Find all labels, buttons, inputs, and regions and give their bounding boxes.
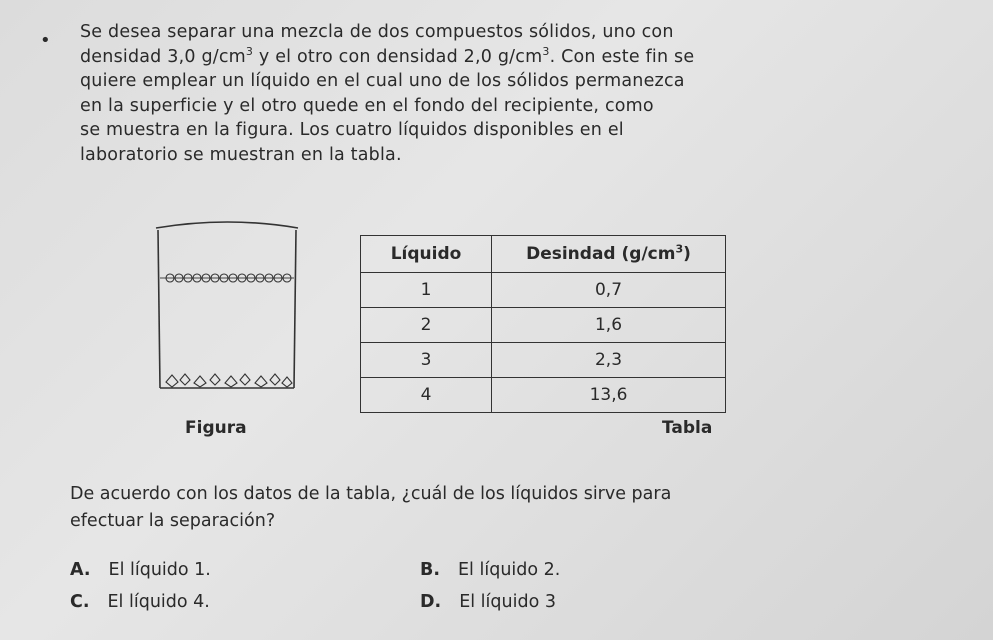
intro-line-3: quiere emplear un líquido en el cual uno de los sólidos permanezca [80,71,685,91]
option-a[interactable] [70,560,211,580]
header-density-label: Desindad (g/cm [526,244,676,264]
option-a-letter: A. [70,560,91,580]
option-d-text: El líquido 3 [459,592,556,612]
table-row [361,308,726,343]
intro-line-4: en la superficie y el otro quede en el fondo del recipiente, como [80,95,654,116]
cell-density: 13,6 [492,378,726,413]
exp-1: 3 [245,44,254,58]
question-line-1: De acuerdo con los datos de la tabla, ¿cuál de los líquidos sirve para [70,484,672,504]
question-text [70,481,760,535]
intro-line-2 [80,45,740,70]
table-row [361,343,726,378]
intro-line-6: laboratorio se muestran en la tabla. [80,144,402,165]
question-line-2: efectuar la separación? [70,511,276,531]
table-row [361,273,726,308]
option-d-letter: D. [420,592,442,612]
exp-2: 3 [542,44,550,58]
option-c-text: El líquido 4. [107,592,210,612]
cell-density: 2,3 [492,343,726,378]
option-c[interactable] [70,592,210,612]
option-a-text: El líquido 1. [108,560,211,580]
cell-liquid: 2 [361,308,492,343]
beaker-rim [156,222,298,228]
header-exp: 3 [675,242,684,256]
header-density [492,236,726,273]
table-header-row [361,236,726,273]
option-d[interactable] [420,592,556,612]
intro-line-2b: y el otro con densidad 2,0 g/cm [253,46,543,67]
table-caption: Tabla [662,418,713,438]
option-b-letter: B. [420,560,440,580]
beaker-figure [148,218,308,398]
bullet-mark: • [40,30,51,51]
beaker-wall-right [294,230,296,388]
sediment-particles [166,374,292,387]
cell-density: 0,7 [492,273,726,308]
intro-line-2c: . Con este fin se [549,46,695,67]
cell-liquid: 4 [361,378,492,413]
intro-line-2a: densidad 3,0 g/cm [80,46,246,67]
beaker-wall-left [158,230,160,388]
problem-statement [80,20,740,167]
intro-line-1: Se desea separar una mezcla de dos compuestos sólidos, uno con [80,22,674,42]
option-b-text: El líquido 2. [458,560,561,580]
intro-line-5: se muestra en la figura. Los cuatro líquidos disponibles en el [80,120,624,140]
figure-caption: Figura [185,418,247,438]
cell-density: 1,6 [492,308,726,343]
option-c-letter: C. [70,592,90,612]
density-table [360,235,726,413]
table-row [361,378,726,413]
cell-liquid: 1 [361,273,492,308]
header-liquid: Líquido [361,236,492,273]
header-close: ) [683,244,691,264]
option-b[interactable] [420,560,560,580]
cell-liquid: 3 [361,343,492,378]
